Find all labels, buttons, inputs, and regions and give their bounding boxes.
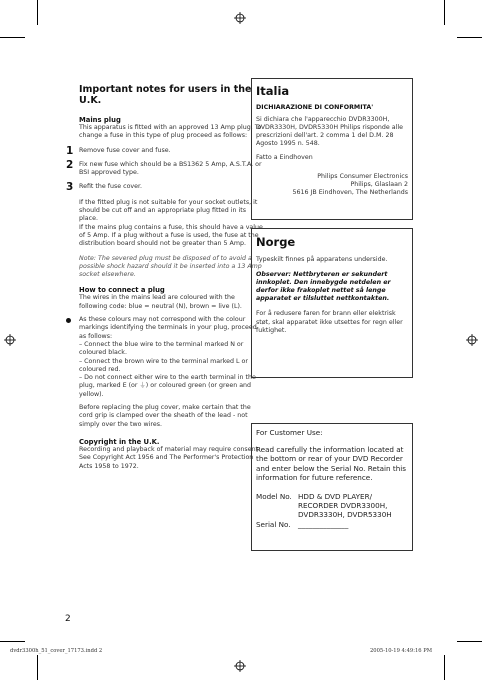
step-number: 1 bbox=[66, 144, 74, 157]
crop-mark bbox=[0, 37, 25, 38]
italia-box bbox=[251, 78, 413, 220]
step-3 bbox=[66, 181, 265, 194]
italia-text: Si dichiara che l'apparecchio DVDR3300H, DVDR3330H, DVDR5330H Philips risponde alle prescrizioni dell'art. 2 comma 1 del D.M. 28 Agosto 1995 n. 548. bbox=[256, 116, 403, 148]
page-number: 2 bbox=[65, 614, 71, 624]
registration-mark-icon bbox=[234, 660, 246, 672]
crop-mark bbox=[444, 655, 445, 680]
footer-date: 2005-10-19 4:49:16 PM bbox=[370, 648, 433, 654]
mains-plug-title: Mains plug bbox=[79, 116, 121, 124]
italia-address-1: Philips Consumer Electronics bbox=[317, 172, 408, 180]
crop-mark bbox=[444, 0, 445, 25]
mains-plug-intro: This apparatus is fitted with an approved 13 Amp plug. To change a fuse in this type of plug proceed as follows: bbox=[79, 124, 262, 140]
footer-filename: dvdr3300h_51_cover_17173.indd 2 bbox=[10, 648, 103, 654]
model-label: Model No. bbox=[256, 492, 292, 502]
italia-fatto: Fatto a Eindhoven bbox=[256, 154, 313, 162]
crop-mark bbox=[457, 641, 482, 642]
step-text: Refit the fuse cover. bbox=[79, 183, 143, 191]
plug-para-2: If the mains plug contains a fuse, this should have a value of 5 Amp. If a plug without a fuse is used, the fuse at the distribution board should not be greater than 5 Amp. bbox=[79, 223, 263, 248]
crop-mark bbox=[0, 641, 25, 642]
dash-item: – Connect the blue wire to the terminal marked N or coloured black. bbox=[79, 340, 244, 357]
customer-title: For Customer Use: bbox=[256, 428, 323, 437]
registration-mark-icon bbox=[466, 334, 478, 346]
customer-text: Read carefully the information located at the bottom or rear of your DVD Recorder and enter below the Serial No. Retain this information for future reference. bbox=[256, 445, 406, 482]
norge-title: Norge bbox=[256, 235, 296, 249]
dash-item: – Connect the brown wire to the terminal marked L or coloured red. bbox=[79, 357, 248, 373]
registration-mark-icon bbox=[234, 12, 246, 24]
customer-use-box bbox=[251, 423, 413, 551]
step-number: 3 bbox=[66, 181, 74, 194]
step-2 bbox=[66, 158, 265, 178]
plug-note: Note: The severed plug must be disposed of to avoid a possible shock hazard should it be inserted into a 13 Amp socket elsewhere. bbox=[79, 254, 262, 279]
italia-heading: DICHIARAZIONE DI CONFORMITA' bbox=[256, 104, 374, 111]
crop-mark bbox=[457, 37, 482, 38]
serial-row bbox=[256, 520, 410, 529]
registration-mark-icon bbox=[4, 334, 16, 346]
copyright-text: Recording and playback of material may require consent. See Copyright Act 1956 and The Performer's Protection Acts 1958 to 1972. bbox=[79, 445, 261, 470]
step-number: 2 bbox=[66, 158, 74, 171]
uk-notes-heading: Important notes for users in the U.K. bbox=[79, 84, 252, 106]
left-column bbox=[66, 84, 265, 471]
italia-title: Italia bbox=[256, 84, 290, 98]
step-1 bbox=[66, 144, 265, 157]
model-line: DVDR3330H, DVDR5330H bbox=[298, 510, 392, 520]
bullet-icon bbox=[66, 318, 71, 323]
norge-observer: Observer: Nettbryteren er sekundert innkoplet. Den innebygde netdelen er derfor ikke frakoplet nettet så lenge apparatet er tilsluttet nettkontakten. bbox=[256, 271, 391, 303]
connect-plug-text: The wires in the mains lead are coloured with the following code: blue = neutral (N), brown = live (L). bbox=[79, 294, 242, 310]
crop-mark bbox=[37, 655, 38, 680]
norge-box bbox=[251, 228, 413, 378]
italia-address-3: 5616 JB Eindhoven, The Netherlands bbox=[292, 188, 408, 196]
plug-para-1: If the fitted plug is not suitable for your socket outlets, it should be cut off and an appropriate plug fitted in its place. bbox=[79, 198, 258, 223]
serial-label: Serial No. bbox=[256, 519, 291, 529]
model-value bbox=[298, 492, 392, 520]
model-line: HDD & DVD PLAYER/ bbox=[298, 492, 373, 502]
italia-address-2: Philips, Glaslaan 2 bbox=[350, 180, 408, 188]
before-replacing-text: Before replacing the plug cover, make certain that the cord grip is clamped over the sheath of the lead - not simply over the two wires. bbox=[79, 404, 251, 428]
step-text: Remove fuse cover and fuse. bbox=[79, 146, 171, 154]
norge-para-1: Typeskilt finnes på apparatens underside. bbox=[256, 256, 388, 263]
serial-field: ______________ bbox=[298, 519, 349, 529]
step-text: Fix new fuse which should be a BS1362 5 Amp, A.S.T.A. or BSI approved type. bbox=[79, 160, 262, 177]
crop-mark bbox=[37, 0, 38, 25]
bullet-text: As these colours may not correspond with the colour markings identifying the terminals in your plug, proceed as follows: bbox=[79, 316, 257, 340]
model-line: RECORDER DVDR3300H, bbox=[298, 501, 388, 511]
colour-bullet bbox=[66, 316, 265, 429]
model-row bbox=[256, 492, 410, 520]
connect-plug-title: How to connect a plug bbox=[79, 286, 165, 295]
copyright-title: Copyright in the U.K. bbox=[79, 437, 160, 446]
dash-item: – Do not connect either wire to the earth terminal in the plug, marked E (or ⏚) or coloured green (or green and yellow). bbox=[79, 374, 256, 398]
norge-para-2: For å redusere faren for brann eller elektrisk støt, skal apparatet ikke utsettes for regn eller fuktighet. bbox=[256, 310, 403, 334]
